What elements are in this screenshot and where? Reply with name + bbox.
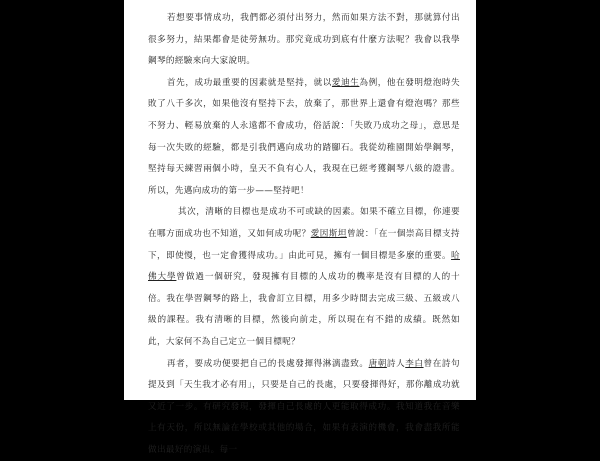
proper-name-harvard: 哈佛大學	[148, 251, 460, 283]
paragraph-intro-text: 若想要事情成功，我們都必須付出努力，然而如果方法不對，那就算付出很多努力，結果都會是徒勞無功。那究竟成功到底有什麼方法呢？我會以我學鋼琴的經驗來向大家說明。	[148, 13, 460, 66]
paragraph-goals	[148, 202, 460, 353]
essay-text	[148, 8, 460, 461]
proper-name-li-bai: 李白	[405, 359, 423, 369]
paragraph-strengths	[148, 354, 460, 461]
text-run: 曾說：「在一個崇高目標支持下，即使慢，也一定會獲得成功。」由此可見，擁有一個目標是多麼的重要。	[148, 229, 460, 261]
text-run: 為例，他在發明燈泡時失敗了八千多次，如果他沒有堅持下去，放棄了，那世界上還會有燈泡嗎？那些不努力、輕易放棄的人永遠都不會成功，俗話說：「失敗乃成功之母」，意思是每一次失敗的經驗，都是引我們邁向成功的踏腳石。我從幼稚園開始學鋼琴，堅持每天練習兩個小時，皇天不負有心人，我現在已經考獲鋼琴八級的證書。所以，先邁向成功的第一步——堅持吧！	[148, 78, 460, 196]
text-run: 首先，成功最重要的因素就是堅持，就以	[167, 78, 332, 88]
text-run: 詩人	[387, 359, 405, 369]
text-run: 其次，清晰的目標也是成功不可或缺的因素。如果不確立目標，你連要在哪方面成功也不知道，又如何成功呢？	[148, 207, 460, 239]
document-page	[124, 0, 476, 400]
proper-name-einstein: 愛因斯坦	[311, 229, 347, 239]
proper-name-tang-dynasty: 唐朝	[369, 359, 387, 369]
text-run: 曾在詩句提及到「天生我才必有用」，只要是自己的長處，只要發揮得好，那你離成功就又近了一步。有研究發現，發揮自己長處的人更能取得成功。我知道我在音樂上有天份，所以無論在學校或其他的場合，如果有表演的機會，我會盡我所能做出最好的演出。每一	[148, 359, 460, 455]
proper-name-edison: 愛迪生	[332, 78, 360, 88]
paragraph-intro	[148, 8, 460, 73]
text-run: 再者，要成功便要把自己的長處發揮得淋漓盡致。	[167, 359, 369, 369]
text-run: 曾做過一個研究，發現擁有目標的人成功的機率是沒有目標的人的十倍。我在學習鋼琴的路上，我會訂立目標，用多少時間去完成三級、五級或八級的課程。我有清晰的目標，然後向前走，所以現在有不錯的成績。既然如此，大家何不為自己定立一個目標呢？	[148, 272, 460, 347]
paragraph-persistence	[148, 73, 460, 203]
